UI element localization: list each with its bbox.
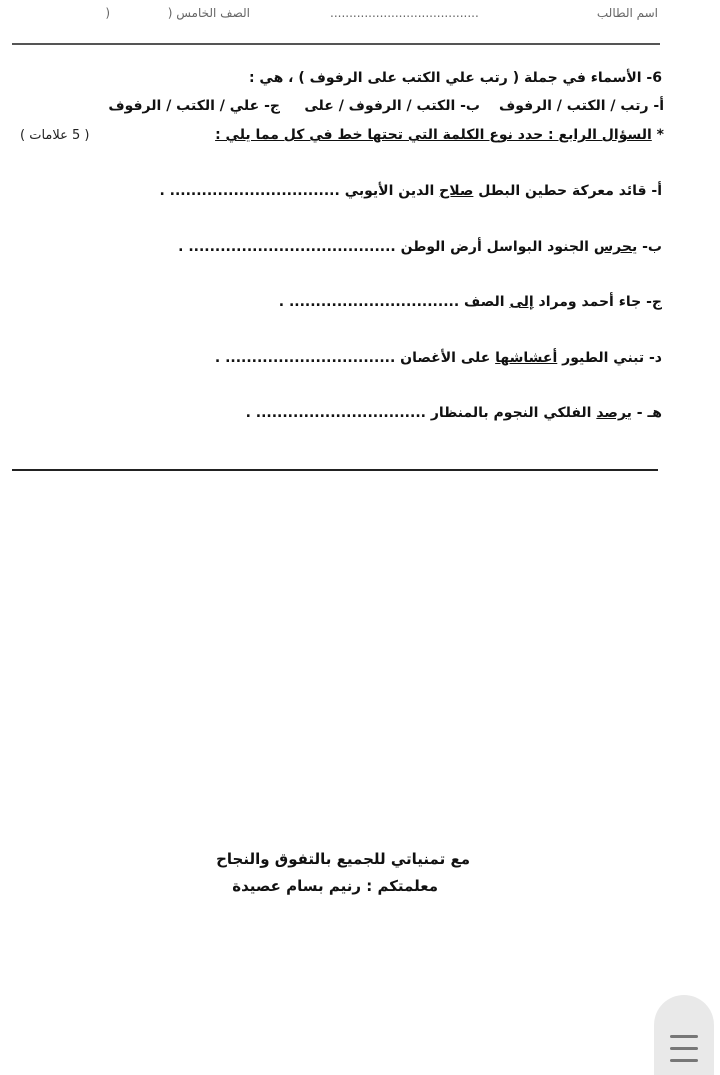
answer-blank[interactable]: ................................ . xyxy=(159,183,340,199)
answer-blank[interactable]: ................................ . xyxy=(245,405,426,421)
student-name-label: اسم الطالب xyxy=(596,6,658,20)
menu-lines-icon[interactable] xyxy=(654,995,714,1075)
item-text: الدين الأيوبي xyxy=(339,183,440,199)
list-item xyxy=(279,294,662,310)
class-label: الصف الخامس ( xyxy=(167,6,250,20)
option-a: أ- رتب / الكتب / الرفوف xyxy=(498,98,664,114)
answer-blank[interactable]: ................................ . xyxy=(214,350,396,366)
list-item xyxy=(215,350,662,366)
question-4-heading xyxy=(215,127,664,143)
answer-blank[interactable]: ................................ . xyxy=(278,294,460,310)
item-text: على الأغصان xyxy=(395,350,496,366)
item-text: ج- جاء أحمد ومراد xyxy=(533,294,662,310)
question-6-text: 6- الأسماء في جملة ( رتب علي الكتب على الرفوف ) ، هي : xyxy=(248,70,662,86)
menu-line xyxy=(670,1047,698,1050)
closing-wish: مع تمنياتي للجميع بالتفوق والنجاح xyxy=(216,850,470,868)
item-text: الصف xyxy=(459,294,510,310)
item-text: د- تبني الطيور xyxy=(557,350,662,366)
list-item xyxy=(246,405,662,421)
underlined-word: يحرس xyxy=(593,239,638,255)
item-text: الفلكي النجوم بالمنظار xyxy=(425,405,597,421)
underlined-word: صلاح xyxy=(439,183,474,199)
question-4-prefix: * xyxy=(651,127,664,143)
menu-line xyxy=(670,1035,698,1038)
top-divider xyxy=(12,43,660,45)
underlined-word: إلى xyxy=(509,294,534,310)
marks-label: ( 5 علامات ) xyxy=(20,128,90,143)
item-text: هـ - xyxy=(631,405,662,421)
underlined-word: يرصد xyxy=(596,405,632,421)
item-text: ب- xyxy=(637,239,662,255)
item-text: أ- قائد معركة حطين البطل xyxy=(473,183,662,199)
list-item xyxy=(159,183,662,199)
answer-blank[interactable]: ....................................... . xyxy=(178,239,396,255)
teacher-signature: معلمتكم : رنيم بسام عصيدة xyxy=(232,877,438,895)
option-b: ب- الكتب / الرفوف / على xyxy=(304,98,480,114)
class-paren-close: ) xyxy=(105,6,110,20)
bottom-divider xyxy=(12,469,658,471)
question-4-title: السؤال الرابع : حدد نوع الكلمة التي تحتها خط في كل مما يلي : xyxy=(215,127,652,143)
option-c: ج- علي / الكتب / الرفوف xyxy=(108,98,280,114)
underlined-word: أعشاشها xyxy=(495,350,558,366)
student-name-dots[interactable]: ....................................... xyxy=(330,6,479,20)
menu-line xyxy=(670,1059,698,1062)
list-item xyxy=(178,239,662,255)
item-text: الجنود البواسل أرض الوطن xyxy=(395,239,594,255)
